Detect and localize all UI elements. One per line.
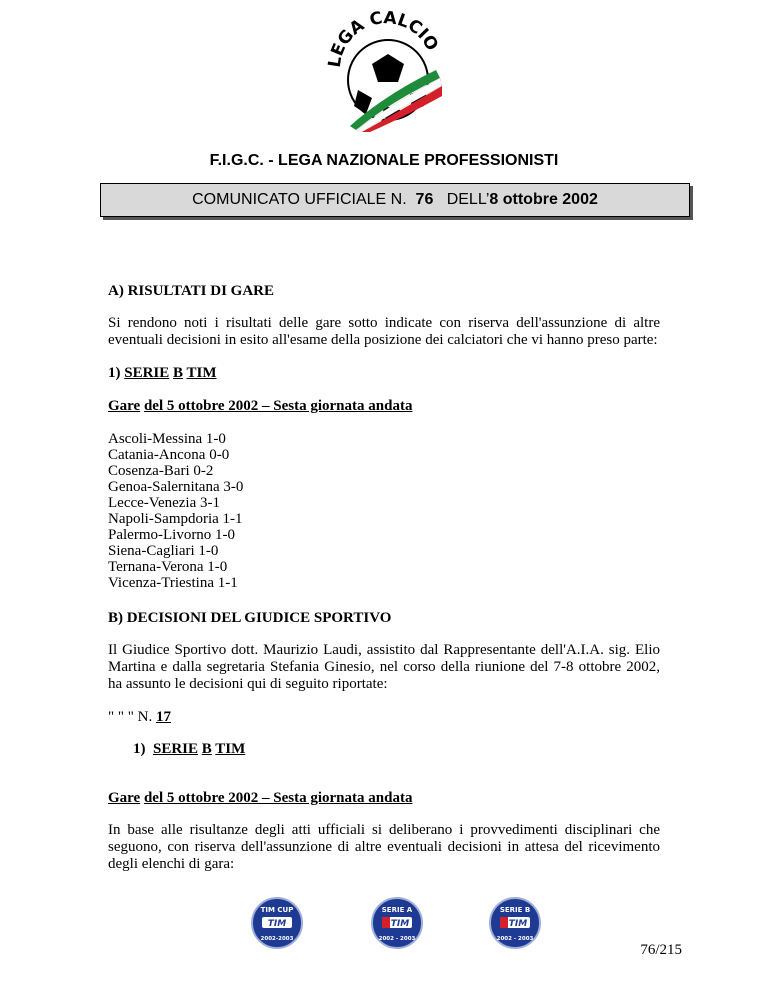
serie-b-badge [488,896,542,950]
lega-calcio-logo [326,6,444,132]
result-item: Cosenza-Bari 0-2 [108,463,214,479]
section-a-heading: A) RISULTATI DI GARE [108,283,275,299]
result-item: Palermo-Livorno 1-0 [108,527,236,543]
badge-bottom-text: 2002 - 2003 [378,936,416,942]
matchday-rest: del 5 ottobre 2002 – Sesta giornata andata [143,790,413,806]
league-word-serie: SERIE [153,741,199,757]
section-b-heading: B) DECISIONI DEL GIUDICE SPORTIVO [108,610,392,626]
communique-prefix: COMUNICATO UFFICIALE N. [192,191,407,208]
communique-dell: DELL’ [446,191,490,208]
result-item: Siena-Cagliari 1-0 [108,543,219,559]
result-item: Genoa-Salernitana 3-0 [108,479,244,495]
result-item: Vicenza-Triestina 1-1 [108,575,238,591]
decision-number-value: 17 [155,709,171,725]
section-b-intro: Il Giudice Sportivo dott. Maurizio Laudi, assistito dal Rappresentante dell'A.I.A. sig. Elio Martina e dalla segretaria Stefania Ginesio, nel corso della riunione del 7-8 ottobre 2002, ha assunto le decisioni qui di seguito riportate: [108,642,660,692]
organization-title: F.I.G.C. - LEGA NAZIONALE PROFESSIONISTI [209,152,559,169]
league-prefix: 1) [108,365,125,381]
result-item: Catania-Ancona 0-0 [108,447,230,463]
matchday-rest: del 5 ottobre 2002 – Sesta giornata andata [143,398,413,414]
section-b-matchday [108,790,660,807]
result-item: Ascoli-Messina 1-0 [108,431,226,447]
badge-mid-text: TIM [267,919,287,929]
section-a-matchday [108,398,660,415]
badge-bottom-text: 2002 - 2003 [496,936,534,942]
league-word-b: B [173,365,184,381]
league-word-tim: TIM [186,365,217,381]
logo-text: LEGA CALCIO [326,8,442,69]
league-word-b: B [201,741,212,757]
league-word-tim: TIM [215,741,246,757]
badge-top-text: SERIE B [499,906,531,914]
matchday-word: Gare [108,398,141,414]
result-item: Lecce-Venezia 3-1 [108,495,221,511]
communique-title-box [100,183,690,217]
decision-number-prefix: " " " N. [108,709,153,725]
communique-date: 8 ottobre 2002 [489,191,598,208]
result-item: Napoli-Sampdoria 1-1 [108,511,243,527]
matchday-word: Gare [108,790,141,806]
section-a-league [108,365,660,382]
section-a-intro: Si rendono noti i risultati delle gare sotto indicate con riserva dell'assunzione di altre eventuali decisioni in esito all'esame della posizione dei calciatori che vi hanno preso parte: [108,315,660,348]
badge-top-text: SERIE A [381,906,413,914]
section-b-outro: In base alle risultanze degli atti ufficiali si deliberano i provvedimenti disciplinari che seguono, con riserva dell'assunzione di altre eventuali decisioni in attesa del ricevimento degli elenchi di gara: [108,822,660,872]
decision-number [108,709,660,726]
badge-mid-text: TIM [390,919,410,929]
serie-a-badge [370,896,424,950]
page-number: 76/215 [640,942,682,958]
result-item: Ternana-Verona 1-0 [108,559,228,575]
tim-cup-badge [250,896,304,950]
league-prefix: 1) [133,741,146,757]
results-list [108,431,660,591]
section-b-league [133,741,533,758]
badge-mid-text: TIM [508,919,528,929]
badge-bottom-text: 2002-2003 [260,936,294,942]
badge-top-text: TIM CUP [260,906,294,914]
communique-number: 76 [415,191,434,208]
league-word-serie: SERIE [124,365,170,381]
